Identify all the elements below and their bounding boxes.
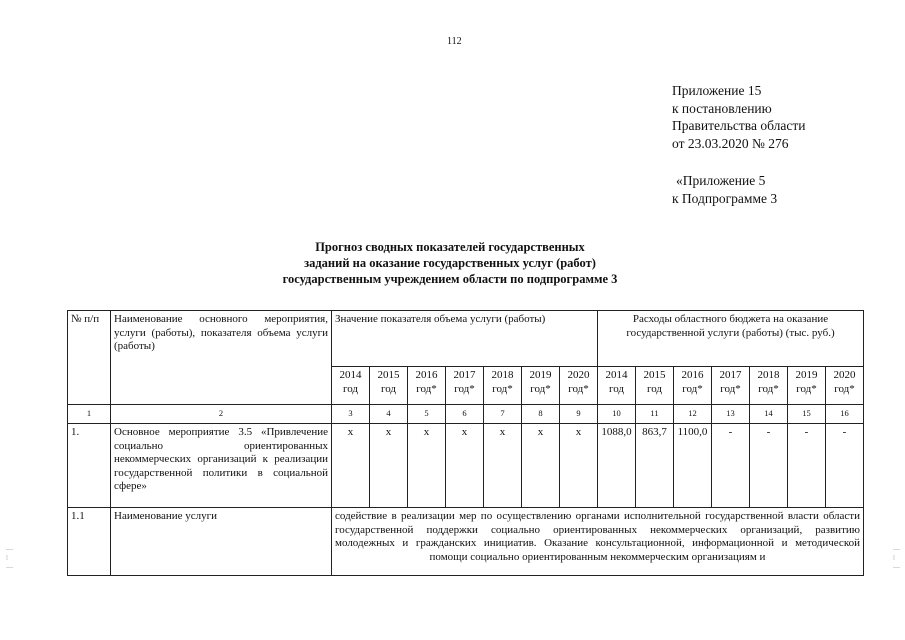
table-row	[68, 424, 864, 508]
value-cell: х	[332, 424, 370, 508]
year-header: 2020 год*	[560, 367, 598, 405]
expense-cell: 1100,0	[674, 424, 712, 508]
year-header: 2014 год	[598, 367, 636, 405]
appendix-line: к Подпрограмме 3	[672, 190, 778, 206]
column-number: 1	[68, 405, 111, 424]
expense-cell: 863,7	[636, 424, 674, 508]
header-values-group: Значение показателя объема услуги (работы)	[332, 311, 598, 367]
column-number: 6	[446, 405, 484, 424]
column-number: 13	[712, 405, 750, 424]
header-expenses-group: Расходы областного бюджета на оказание государственной услуги (работы) (тыс. руб.)	[598, 311, 864, 367]
year-header: 2019 год*	[788, 367, 826, 405]
column-number: 12	[674, 405, 712, 424]
value-cell: х	[522, 424, 560, 508]
header-row	[68, 311, 864, 367]
value-cell: х	[370, 424, 408, 508]
column-number: 2	[111, 405, 332, 424]
row-number: 1.1	[68, 508, 111, 576]
appendix-line: к постановлению	[672, 100, 772, 116]
year-header: 2016 год*	[674, 367, 712, 405]
column-number: 4	[370, 405, 408, 424]
year-header: 2019 год*	[522, 367, 560, 405]
title-line: заданий на оказание государственных услуг (работ)	[304, 256, 596, 270]
value-cell: х	[446, 424, 484, 508]
column-number: 3	[332, 405, 370, 424]
row-name: Наименование услуги	[111, 508, 332, 576]
column-number: 7	[484, 405, 522, 424]
column-number: 5	[408, 405, 446, 424]
year-header: 2016 год*	[408, 367, 446, 405]
page-number: 112	[447, 36, 462, 47]
year-header: 2018 год*	[484, 367, 522, 405]
expense-cell: -	[826, 424, 864, 508]
year-header: 2018 год*	[750, 367, 788, 405]
column-number: 8	[522, 405, 560, 424]
header-num: № п/п	[68, 311, 111, 405]
column-number: 16	[826, 405, 864, 424]
value-cell: х	[408, 424, 446, 508]
column-number: 14	[750, 405, 788, 424]
service-description: содействие в реализации мер по осуществлению органами исполнительной государственной власти области государственной поддержки социально ориентированных некоммерческих организаций, развитию молодежных и гражданских инициатив. Оказание консультационной, информационной и методической помощи социально ориентированным некоммерческим организациям и	[332, 508, 864, 576]
column-number: 10	[598, 405, 636, 424]
title-line: Прогноз сводных показателей государственных	[315, 240, 585, 254]
column-number: 15	[788, 405, 826, 424]
title-line: государственным учреждением области по подпрограмме 3	[282, 272, 618, 286]
table-row	[68, 508, 864, 576]
document-title	[200, 239, 700, 287]
year-header: 2017 год*	[712, 367, 750, 405]
year-header: 2015 год	[636, 367, 674, 405]
value-cell: х	[484, 424, 522, 508]
column-number: 9	[560, 405, 598, 424]
expense-cell: 1088,0	[598, 424, 636, 508]
row-name: Основное мероприятие 3.5 «Привлечение социально ориентированных некоммерческих организаций к реализации государственной политики в социальной сфере»	[111, 424, 332, 508]
appendix-line: Правительства области	[672, 118, 806, 133]
forecast-table	[67, 310, 864, 576]
scan-edge-mark: — ⁞ —	[6, 545, 13, 571]
value-cell: х	[560, 424, 598, 508]
year-header: 2017 год*	[446, 367, 484, 405]
expense-cell: -	[750, 424, 788, 508]
appendix-block	[672, 82, 805, 152]
year-header: 2020 год*	[826, 367, 864, 405]
column-number: 11	[636, 405, 674, 424]
year-header: 2015 год	[370, 367, 408, 405]
column-number-row	[68, 405, 864, 424]
year-header: 2014 год	[332, 367, 370, 405]
header-name: Наименование основного мероприятия, услуги (работы), показателя объема услуги (работы)	[111, 311, 332, 405]
appendix-line: «Приложение 5	[676, 173, 766, 188]
expense-cell: -	[712, 424, 750, 508]
appendix-subprogram-block	[672, 172, 777, 207]
expense-cell: -	[788, 424, 826, 508]
row-number: 1.	[68, 424, 111, 508]
appendix-line: от 23.03.2020 № 276	[672, 135, 789, 151]
scan-edge-mark: — ⁞ —	[893, 545, 900, 571]
appendix-line: Приложение 15	[672, 83, 762, 98]
